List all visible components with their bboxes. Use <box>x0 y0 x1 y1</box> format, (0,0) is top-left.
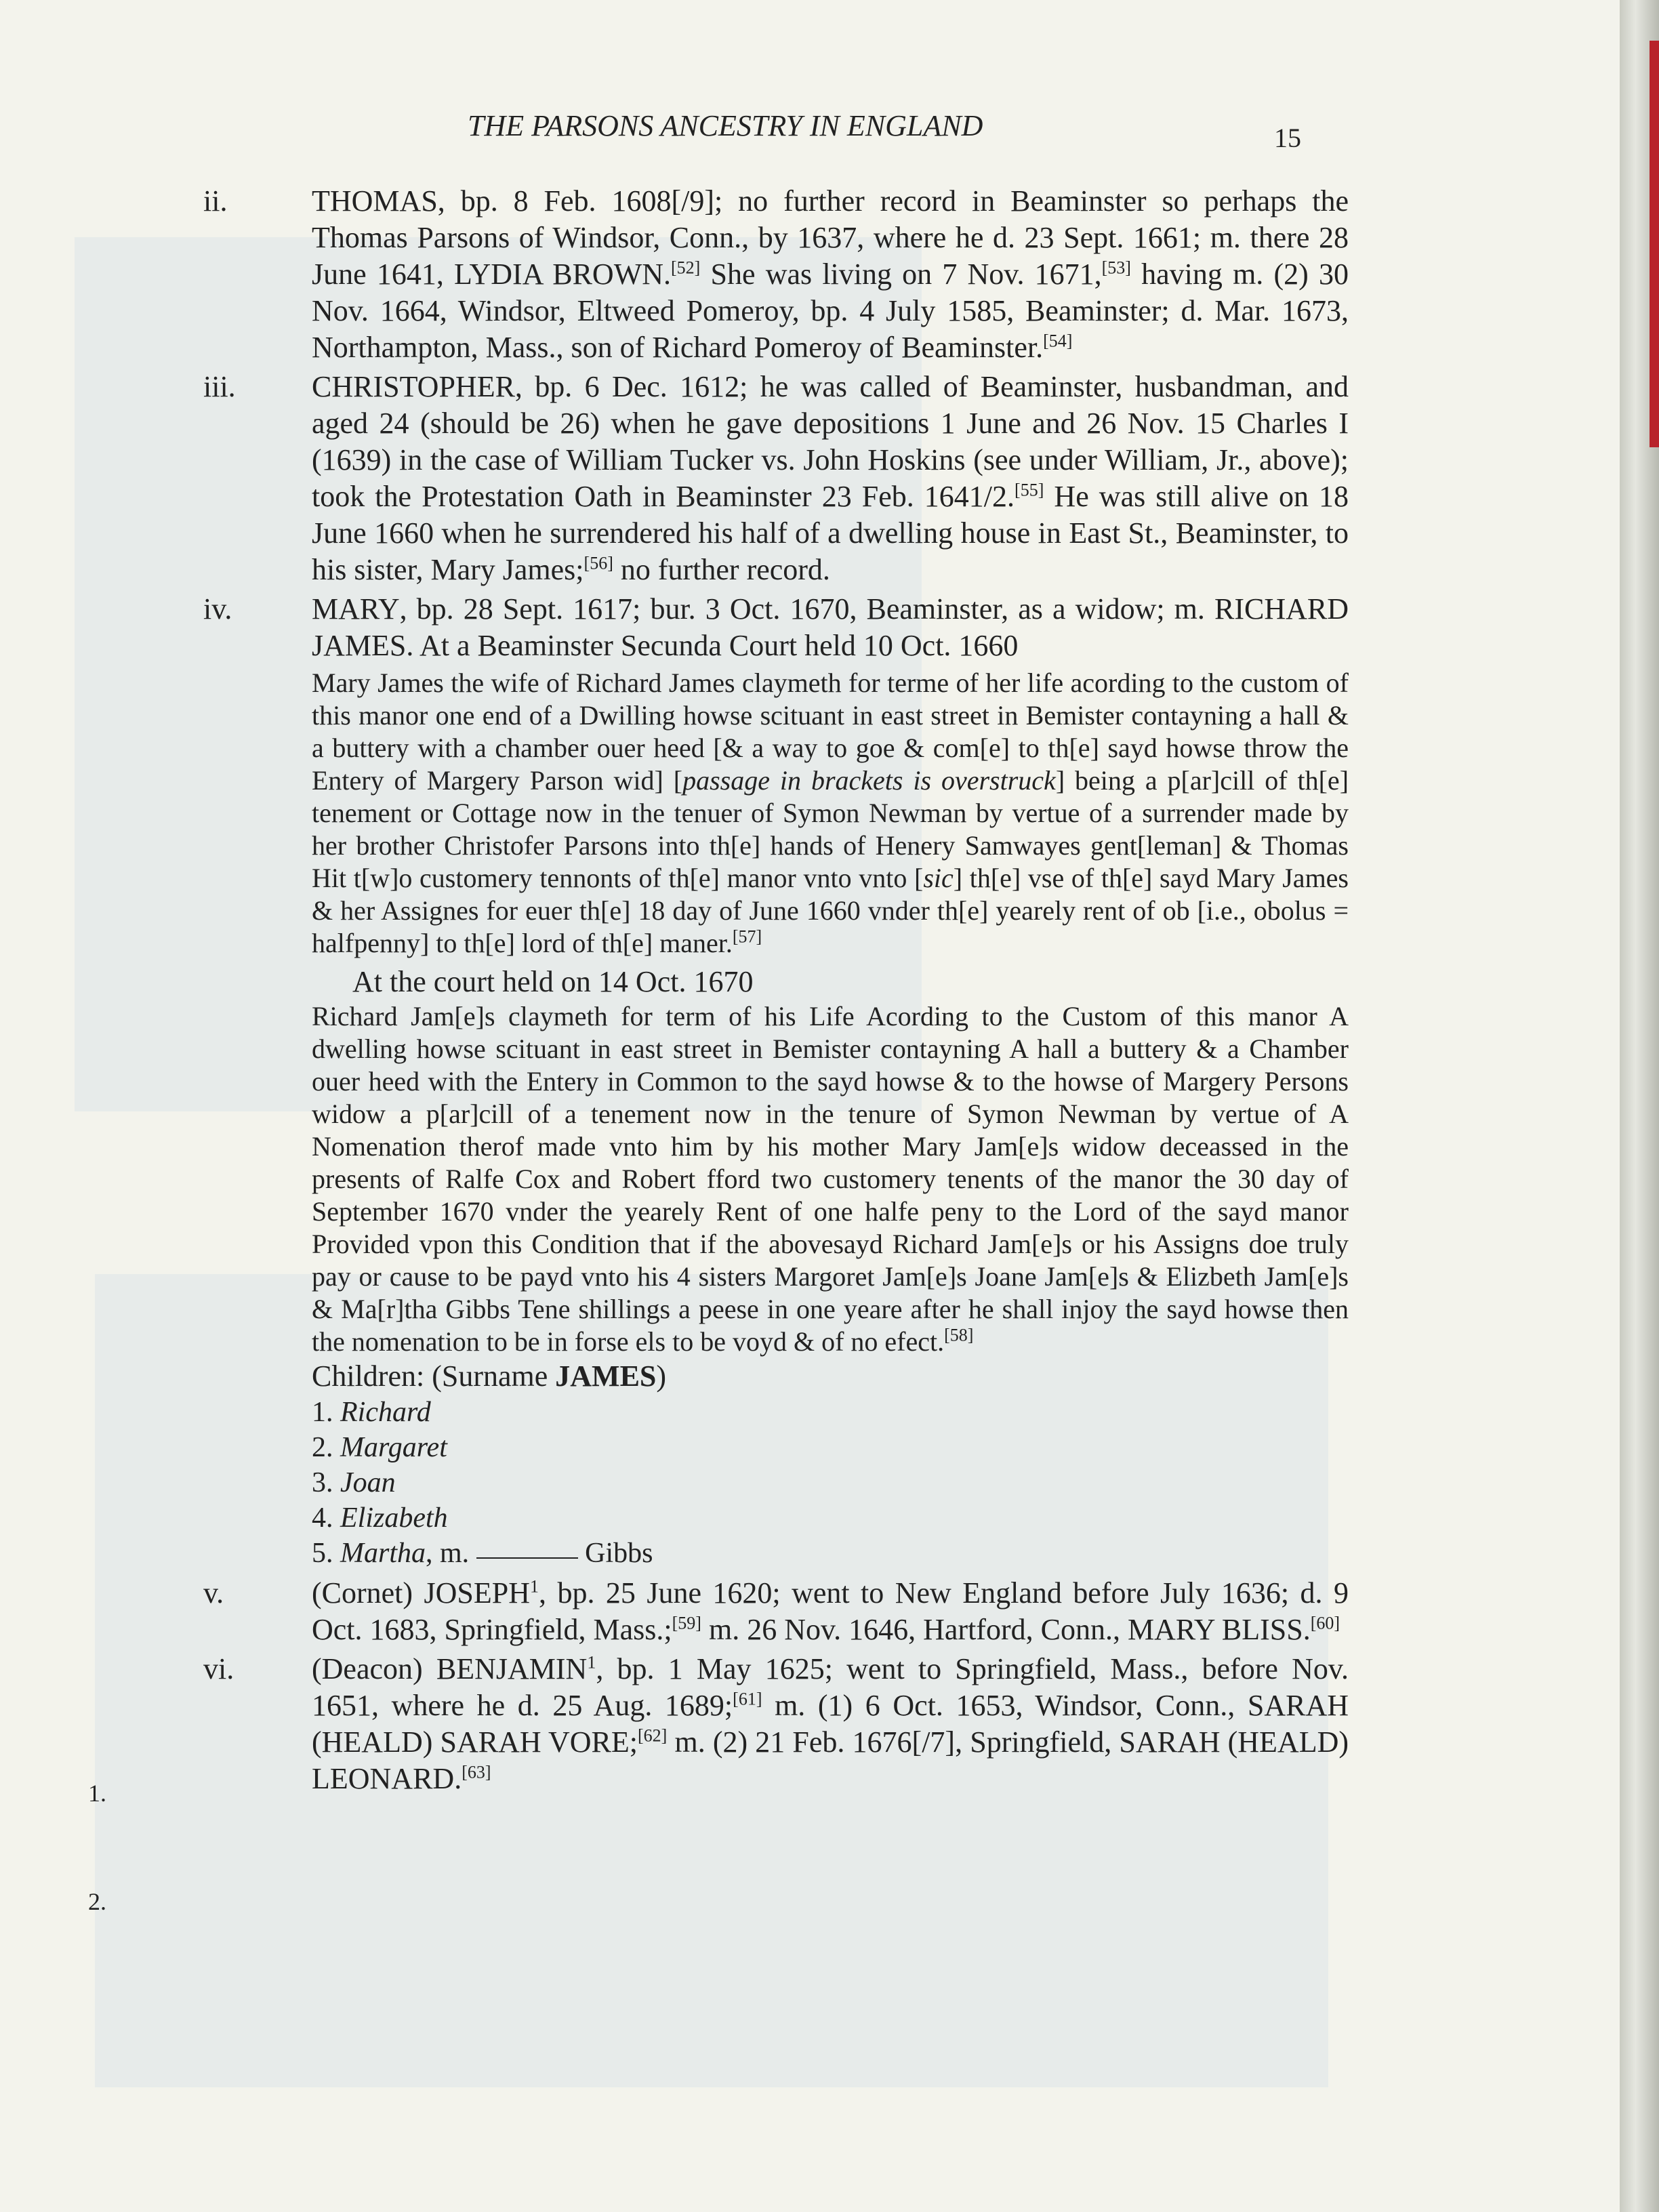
footnote-ref: [56] <box>583 553 613 573</box>
page-number: 15 <box>1274 123 1301 153</box>
footnote-ref: [59] <box>672 1613 701 1633</box>
entry-name: CHRISTOPHER <box>312 370 515 403</box>
entry-text: m. 26 Nov. 1646, Hartford, Conn., <box>701 1613 1128 1646</box>
footnote-ref: [60] <box>1310 1613 1340 1633</box>
entry-text: At a Beaminster Secunda Court held 10 Oct. 1660 <box>413 629 1019 662</box>
list-item <box>312 1395 1349 1430</box>
generation-mark: 1 <box>587 1652 596 1673</box>
court-heading-1670: At the court held on 14 Oct. 1670 <box>352 965 754 998</box>
entry-title: (Deacon) <box>312 1652 436 1685</box>
entry-text: no further record. <box>613 553 830 586</box>
generation-mark: 1 <box>530 1576 539 1597</box>
spouse-name: SARAH (HEALD) SARAH VORE; <box>312 1689 1349 1759</box>
entry-iii <box>197 369 1349 588</box>
list-item <box>312 1465 1349 1500</box>
running-title: THE PARSONS ANCESTRY IN ENGLAND <box>468 109 983 142</box>
margin-number: 2. <box>88 1888 106 1915</box>
quote-text: ] being a p[ar]cill of th[e] tenement or Cottage now in the tenuer of Symon Newman by vertue of a surrender made by her brother Christofer Parsons into th[e] hands of Henery Samwayes gent[leman] & Thomas Hit t[w]o customery tennonts of th[e] manor vnto vnto [ <box>312 765 1349 893</box>
entry-v <box>197 1575 1349 1648</box>
entry-iv <box>197 591 1349 664</box>
child-spouse-surname: Gibbs <box>577 1538 653 1569</box>
children-surname: JAMES <box>555 1359 657 1393</box>
margin-number: 1. <box>88 1780 106 1807</box>
children-list <box>197 1395 1349 1571</box>
list-item <box>312 1536 1349 1571</box>
entry-name: JOSEPH <box>424 1576 530 1610</box>
child-name: Richard <box>340 1397 431 1428</box>
list-item <box>312 1500 1349 1536</box>
spouse-name: SARAH (HEALD) LEONARD. <box>312 1725 1349 1795</box>
footnote-ref: [61] <box>733 1689 762 1709</box>
child-number: 3. <box>312 1467 333 1498</box>
entry-name: MARY <box>312 592 400 626</box>
entry-number: vi. <box>203 1652 234 1685</box>
entry-text: having m. (2) 30 Nov. 1664, Windsor, Eltweed Pomeroy, bp. 4 July 1585, Beaminster; d. Mar. 1673, Northampton, Mass., son of Richard Pomeroy of Beaminster. <box>312 258 1349 364</box>
child-marriage: , m. <box>426 1538 476 1569</box>
child-name: Joan <box>340 1467 396 1498</box>
entry-number: iii. <box>203 370 236 403</box>
entry-text: , bp. 6 Dec. 1612; he was called of Beaminster, husbandman, and aged 24 (should be 26) when he gave depositions 1 June and 26 Nov. 15 Charles I (1639) in the case of William Tucker vs. John Hoskins (see under William, Jr., above); took the Protestation Oath in Beaminster 23 Feb. 1641/2. <box>312 370 1349 513</box>
book-cover-edge <box>1650 41 1659 447</box>
quote-text: Richard Jam[e]s claymeth for term of his Life Acording to the Custom of this manor A dwelling howse scituant in east street in Bemister contayning A hall a buttery & a Chamber ouer heed with the Entery in Common to the sayd howse & to the howse of Margery Persons widow a p[ar]cill of a tenement now in the tenure of Symon Newman by vertue of A Nomenation therof made vnto him by his mother Mary Jam[e]s widow deceassed in the presents of Ralfe Cox and Robert fford two customery tenents of the manor the 30 day of September 1670 vnder the yearely Rent of one halfe peny to the Lord of the sayd manor Provided vpon this Condition that if the abovesayd Richard Jam[e]s or his Assigns doe truly pay or cause to be payd vnto his 4 sisters Margoret Jam[e]s Joane Jam[e]s & Elizbeth Jam[e]s & Ma[r]tha Gibbs Tene shillings a peese in one yeare after he shall injoy the sayd howse then the nomenation to be in forse els to be voyd & of no efect. <box>312 1001 1349 1357</box>
child-name: Margaret <box>340 1432 447 1463</box>
entry-name: BENJAMIN <box>436 1652 588 1685</box>
court-record-1660 <box>197 667 1349 960</box>
footnote-ref: [62] <box>638 1725 668 1746</box>
entry-name: THOMAS <box>312 184 438 218</box>
footnote-ref: [55] <box>1015 480 1044 500</box>
children-heading <box>197 1358 1349 1395</box>
footnote-ref: [58] <box>944 1325 974 1345</box>
child-number: 1. <box>312 1397 333 1428</box>
entry-text: He was still alive on 18 June 1660 when he surrendered his half of a dwelling house in East St., Beaminster, to his sister, Mary James; <box>312 480 1349 586</box>
child-number: 4. <box>312 1502 333 1534</box>
entry-text: , bp. 28 Sept. 1617; bur. 3 Oct. 1670, Beaminster, as a widow; m. <box>399 592 1214 626</box>
blank-line <box>476 1552 578 1559</box>
entry-text: She was living on 7 Nov. 1671, <box>700 258 1102 291</box>
entry-number: ii. <box>203 184 228 218</box>
court-record-1670 <box>197 1000 1349 1358</box>
footnote-ref: [57] <box>732 926 762 947</box>
entry-text: m. (2) 21 Feb. 1676[/7], Springfield, <box>667 1725 1120 1759</box>
children-label-close: ) <box>656 1359 667 1393</box>
entry-text: m. (1) 6 Oct. 1653, Windsor, Conn., <box>762 1689 1248 1722</box>
footnote-ref: [52] <box>671 258 701 278</box>
child-number: 5. <box>312 1538 333 1569</box>
entry-text: , bp. 1 May 1625; went to Springfield, Mass., before Nov. 1651, where he d. 25 Aug. 1689; <box>312 1652 1349 1722</box>
entry-ii <box>197 183 1349 366</box>
child-name: Elizabeth <box>340 1502 448 1534</box>
quote-text: Mary James the wife of Richard James claymeth for terme of her life acording to the custom of this manor one end of a Dwilling howse scituant in east street in Bemister contayning a hall & a buttery with a chamber ouer heed [& a way to goe & com[e] to th[e] sayd howse throw the Entery of Margery Parson wid] [ <box>312 668 1349 796</box>
footnote-ref: [53] <box>1101 258 1131 278</box>
entry-vi <box>197 1651 1349 1797</box>
footnote-ref: [63] <box>462 1762 491 1782</box>
entry-text: , bp. 8 Feb. 1608[/9]; no further record in Beaminster so perhaps the Thomas Parsons of Windsor, Conn., by 1637, where he d. 23 Sept. 1661; m. there 28 June 1641, <box>312 184 1349 291</box>
entry-number: iv. <box>203 592 232 626</box>
child-number: 2. <box>312 1432 333 1463</box>
sic-note: sic <box>923 863 954 893</box>
entry-number: v. <box>203 1576 224 1610</box>
list-item <box>312 1430 1349 1465</box>
children-label: Children: (Surname <box>312 1359 556 1393</box>
spouse-name: RICHARD JAMES. <box>312 592 1349 662</box>
quote-text: ] th[e] vse of th[e] sayd Mary James & her Assignes for euer th[e] 18 day of June 1660 vnder th[e] yearely rent of ob [i.e., obolus = halfpenny] to th[e] lord of th[e] maner. <box>312 863 1349 958</box>
running-header <box>468 108 1342 143</box>
spouse-name: LYDIA BROWN. <box>454 258 672 291</box>
child-name: Martha <box>340 1538 426 1569</box>
editorial-note: passage in brackets is overstruck <box>682 765 1056 796</box>
page-body <box>197 183 1349 1800</box>
footnote-ref: [54] <box>1043 331 1073 351</box>
entry-title: (Cornet) <box>312 1576 424 1610</box>
entry-text: , bp. 25 June 1620; went to New England before July 1636; d. 9 Oct. 1683, Springfield, Mass.; <box>312 1576 1349 1646</box>
spouse-name: MARY BLISS. <box>1127 1613 1311 1646</box>
